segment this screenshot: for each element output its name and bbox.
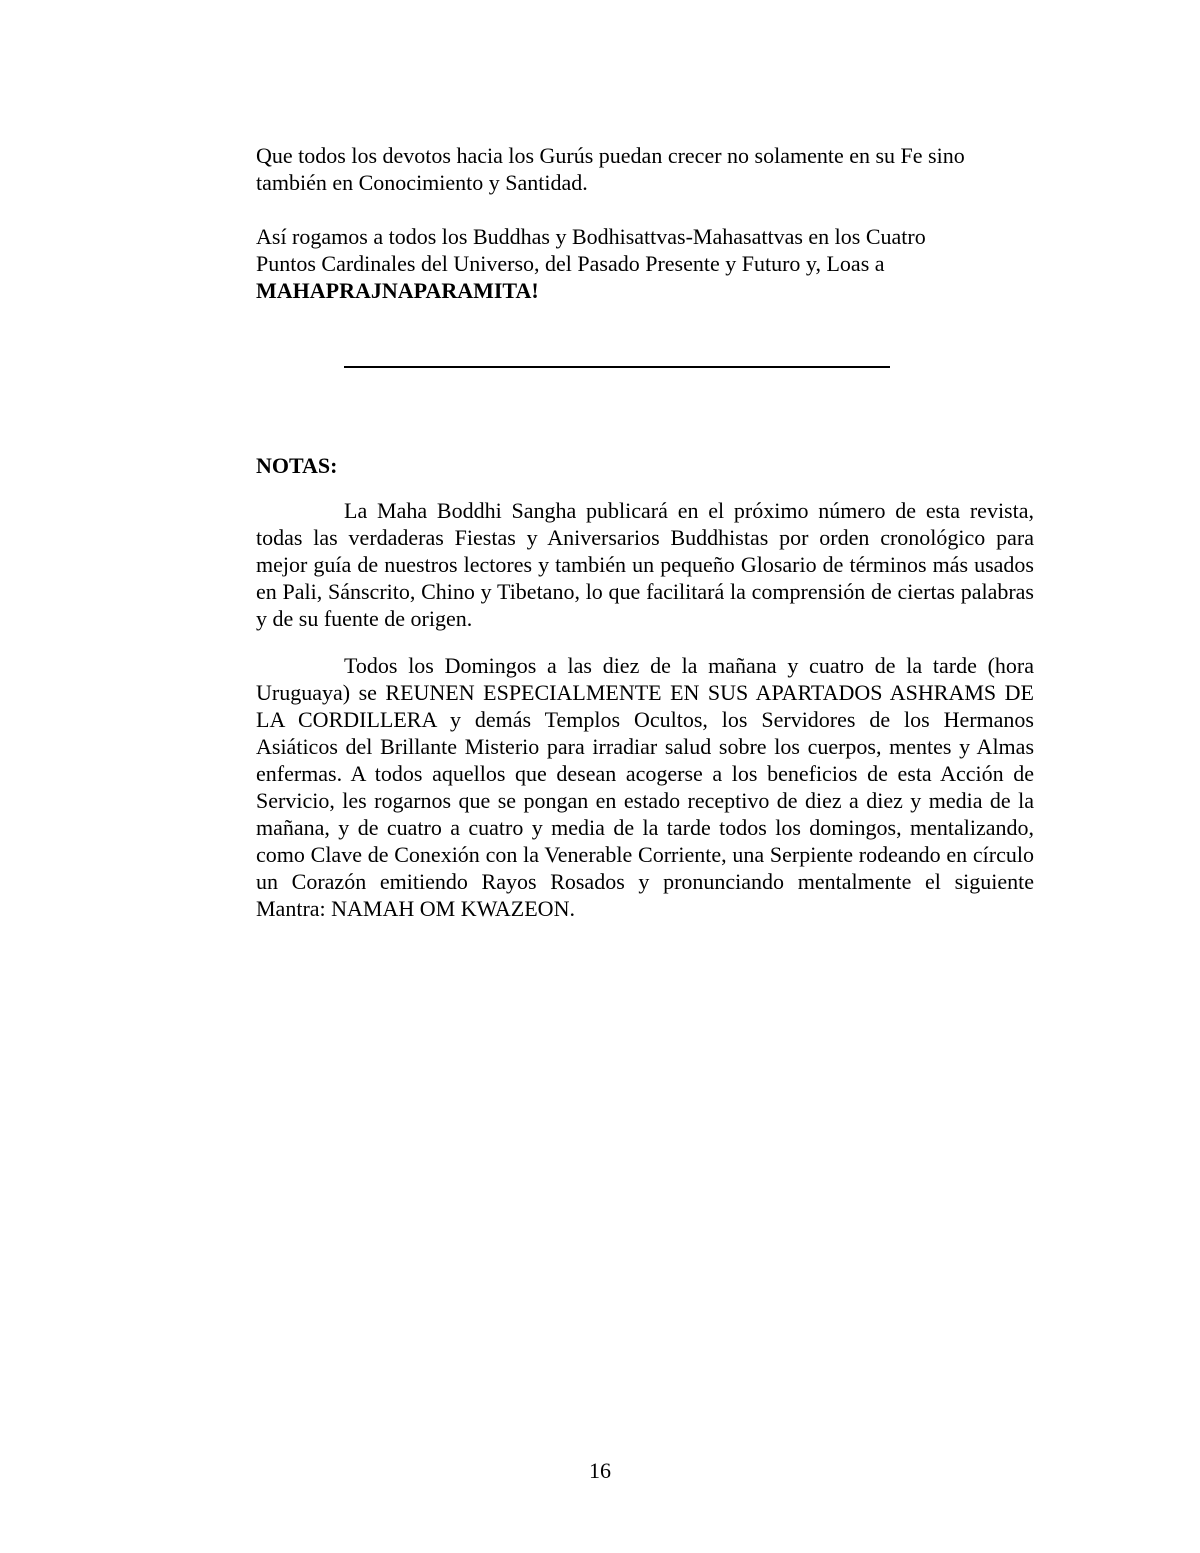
mahaprajnaparamita-emphasis: MAHAPRAJNAPARAMITA! [256,278,539,303]
notes-paragraph-domingos: Todos los Domingos a las diez de la mañana y cuatro de la tarde (hora Uruguaya) se REUNEN ESPECIALMENTE EN SUS APARTADOS ASHRAMS DE LA CORDILLERA y demás Templos Ocultos, los Servidores de los Hermanos Asiáticos del Brillante Misterio para irradiar salud sobre los cuerpos, mentes y Almas enfermas. A todos aquellos que desean acogerse a los beneficios de esta Acción de Servicio, les rogarnos que se pongan en estado receptivo de diez a diez y media de la mañana, y de cuatro a cuatro y media de la tarde todos los domingos, mentalizando, como Clave de Conexión con la Venerable Corriente, una Serpiente rodeando en círculo un Corazón emitiendo Rayos Rosados y pronunciando mentalmente el siguiente Mantra: NAMAH OM KWAZEON. [256,653,1034,921]
notes-paragraph-glosario: La Maha Boddhi Sangha publicará en el próximo número de esta revista, todas las verdaderas Fiestas y Aniversarios Buddhistas por orden cronológico para mejor guía de nuestros lectores y también un pequeño Glosario de términos más usados en Pali, Sánscrito, Chino y Tibetano, lo que facilitará la comprensión de ciertas palabras y de su fuente de origen. [256,498,1034,631]
notes-heading: NOTAS: [256,453,338,478]
intro-paragraph-rogamos [256,223,986,304]
intro-paragraph-devotos: Que todos los devotos hacia los Gurús puedan crecer no solamente en su Fe sino también en Conocimiento y Santidad. [256,143,965,195]
section-divider-line [344,366,890,368]
intro-paragraph-rogamos-text: Así rogamos a todos los Buddhas y Bodhisattvas-Mahasattvas en los Cuatro Puntos Cardinales del Universo, del Pasado Presente y Futuro y, Loas a [256,224,926,276]
page-number: 16 [589,1458,611,1483]
